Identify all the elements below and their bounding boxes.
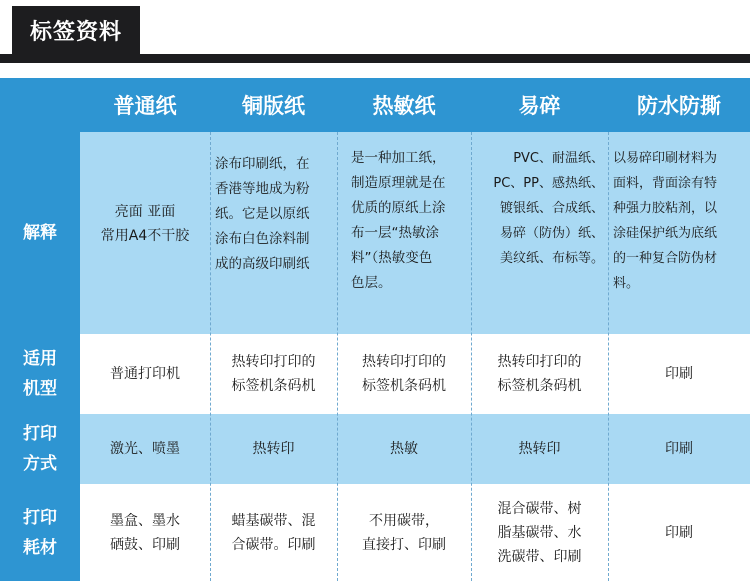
table-cell: 激光、喷墨 <box>80 414 210 484</box>
table-cell: 印刷 <box>608 484 750 581</box>
table-cell: 热转印打印的 标签机条码机 <box>337 334 471 414</box>
column-divider <box>471 132 472 581</box>
table-cell: 热敏 <box>337 414 471 484</box>
row-label: 适用 机型 <box>0 334 80 414</box>
table-cell: 热转印 <box>210 414 337 484</box>
table-cell: 不用碳带， 直接打、印刷 <box>337 484 471 581</box>
column-header: 热敏纸 <box>337 78 471 132</box>
table-cell: 普通打印机 <box>80 334 210 414</box>
column-divider <box>210 132 211 581</box>
table-cell: 蜡基碳带、混 合碳带。印刷 <box>210 484 337 581</box>
table-cell: 混合碳带、树 脂基碳带、水 洗碳带、印刷 <box>471 484 608 581</box>
column-divider <box>337 132 338 581</box>
row-label: 打印 耗材 <box>0 484 80 581</box>
column-header: 防水防撕 <box>608 78 750 132</box>
label-materials-table <box>0 78 750 581</box>
table-cell: 热转印打印的 标签机条码机 <box>210 334 337 414</box>
table-cell: 印刷 <box>608 334 750 414</box>
table-cell: PVC、耐温纸、 PC、PP、感热纸、 镀银纸、合成纸、 易碎（防伪）纸、 美纹纸、布标等。 <box>471 132 608 334</box>
page-title: 标签资料 <box>12 6 140 54</box>
row-label: 解释 <box>0 132 80 334</box>
table-cell: 以易碎印刷材料为 面料，背面涂有特 种强力胶粘剂，以 涂硅保护纸为底纸 的一种复合防伪材 料。 <box>608 132 750 334</box>
table-cell: 是一种加工纸， 制造原理就是在 优质的原纸上涂 布一层“热敏涂 料”（热敏变色 色层。 <box>337 132 471 334</box>
table-cell: 墨盒、墨水 硒鼓、印刷 <box>80 484 210 581</box>
table-cell: 印刷 <box>608 414 750 484</box>
column-header: 易碎 <box>471 78 608 132</box>
table-cell: 热转印打印的 标签机条码机 <box>471 334 608 414</box>
spacer-strip <box>0 63 750 78</box>
column-header: 铜版纸 <box>210 78 337 132</box>
header-corner <box>0 78 80 132</box>
table-cell: 热转印 <box>471 414 608 484</box>
table-cell: 涂布印刷纸，在 香港等地成为粉 纸。它是以原纸 涂布白色涂料制 成的高级印刷纸 <box>210 132 337 334</box>
column-header: 普通纸 <box>80 78 210 132</box>
column-divider <box>608 132 609 581</box>
table-cell: 亮面 亚面 常用A4不干胶 <box>80 132 210 334</box>
row-label: 打印 方式 <box>0 414 80 484</box>
title-underline <box>0 54 750 63</box>
top-bar <box>0 0 750 63</box>
